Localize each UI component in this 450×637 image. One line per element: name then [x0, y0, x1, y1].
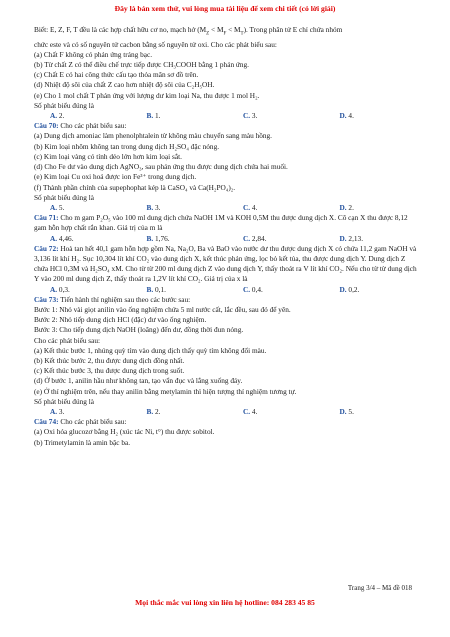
statement: (c) Kết thúc bước 3, thu được dung dịch trong suốt. [34, 366, 185, 376]
question-72: Câu 72: Hoà tan hết 40,1 gam hỗn hợp gồm Na, Na₂O, Ba và BaO vào nước dư thu được dung dịch X có chứa 11,2 gam NaOH và 3,136 lít khí H₂. Sục 10,304 lít khí CO₂ vào dung dịch X, kết thúc phản ứng, lọc bỏ kết tủa, thu được dung dịch Y. Dung dịch Z chứa HCl 0,3M và H₂SO₄ xM. Cho từ từ 200 ml dung dịch Z vào dung dịch Y, thấy thoát ra V lít khí CO₂. Nếu cho từ từ dung dịch Y vào 200 ml dung dịch Z, thấy thoát ra 1,2V lít khí CO₂. Giá trị của x là [34, 243, 417, 284]
option-letter: B. [146, 202, 154, 212]
statement: (e) Ở thí nghiệm trên, nếu thay anilin bằng metylamin thì hiện tượng thí nghiệm tương tự. [34, 386, 297, 396]
option-d[interactable]: D. 2. [339, 202, 354, 212]
option-d[interactable]: D. 0,2. [339, 284, 360, 294]
statement: (e) Kim loại Cu oxi hoá được ion Fe³⁺ trong dung dịch. [34, 172, 197, 182]
step: Bước 2: Nhỏ tiếp dung dịch HCl (đặc) dư vào ống nghiệm. [34, 315, 207, 325]
statement: (f) Thành phần chính của supephophat kép là CaSO₄ và Ca(H₂PO₄)₂. [34, 182, 236, 192]
option-c[interactable]: C. 2,84. [243, 233, 267, 243]
preview-banner: Đây là bản xem thử, vui lòng mua tài liệu để xem chi tiết (có lời giải) [114, 4, 336, 13]
option-letter: D. [339, 233, 347, 243]
question-label: Câu 73: [34, 294, 59, 304]
option-a[interactable]: A. 0,3. [50, 284, 70, 294]
option-letter: B. [146, 111, 154, 121]
option-b[interactable]: B. 1,76. [146, 233, 170, 243]
answer-options [34, 285, 420, 295]
answer-options [34, 111, 420, 121]
option-letter: D. [339, 406, 347, 416]
answer-options [34, 407, 420, 417]
question-70: Câu 70: Cho các phát biểu sau: [34, 121, 127, 131]
option-letter: A. [50, 202, 58, 212]
option-letter: B. [146, 233, 154, 243]
page-content [34, 25, 420, 448]
option-letter: C. [243, 233, 251, 243]
statement: (b) Từ chất Z có thể điều chế trực tiếp được CH₃COOH bằng 1 phản ứng. [34, 60, 249, 70]
question-74: Câu 74: Cho các phát biểu sau: [34, 417, 127, 427]
option-letter: C. [243, 202, 251, 212]
statement: (a) Chất F không có phản ứng tráng bạc. [34, 49, 153, 59]
option-a[interactable]: A. 2. [50, 111, 65, 121]
option-d[interactable]: D. 2,13. [339, 233, 364, 243]
intro-line: Biết: E, Z, F, T đều là các hợp chất hữu cơ no, mạch hở $(M_Z < M_F < M_T)$. Trong phân tử E chỉ chứa nhóm [34, 25, 343, 37]
option-letter: D. [339, 284, 347, 294]
statement: (a) Oxi hóa glucozơ bằng H₂ (xúc tác Ni, t°) thu được sobitol. [34, 427, 215, 437]
statement: (b) Kết thúc bước 2, thu được dung dịch đồng nhất. [34, 355, 185, 365]
option-c[interactable]: C. 0,4. [243, 284, 263, 294]
count-prompt: Số phát biểu đúng là [34, 100, 94, 110]
option-b[interactable]: B. 3. [146, 202, 161, 212]
option-a[interactable]: A. 5. [50, 202, 65, 212]
option-c[interactable]: C. 4. [243, 406, 258, 416]
statement: (c) Chất E có hai công thức cấu tạo thỏa mãn sơ đồ trên. [34, 70, 199, 80]
option-letter: D. [339, 111, 347, 121]
option-letter: D. [339, 202, 347, 212]
answer-options [34, 203, 420, 213]
step: Bước 1: Nhỏ vài giọt anilin vào ống nghiệm chứa 5 ml nước cất, lắc đều, sau đó để yên. [34, 304, 291, 314]
option-c[interactable]: C. 4. [243, 202, 258, 212]
statement: (d) Nhiệt độ sôi của chất Z cao hơn nhiệt độ sôi của C₂H₅OH. [34, 80, 215, 90]
question-73: Câu 73: Tiến hành thí nghiệm sau theo các bước sau: [34, 294, 191, 304]
statement: (b) Kim loại nhôm không tan trong dung dịch H₂SO₄ đặc nóng. [34, 141, 220, 151]
hotline-banner: Mọi thắc mắc vui lòng xin liên hệ hotline: 084 283 45 85 [135, 598, 315, 607]
statement: (d) Ở bước 1, anilin hầu như không tan, tạo vẩn đục và lắng xuống đáy. [34, 376, 243, 386]
statement: (a) Kết thúc bước 1, nhúng quỳ tím vào dung dịch thấy quỳ tím không đổi màu. [34, 345, 267, 355]
statement: (b) Trimetylamin là amin bậc ba. [34, 437, 131, 447]
option-letter: C. [243, 406, 251, 416]
option-a[interactable]: A. 4,46. [50, 233, 74, 243]
question-label: Câu 72: [34, 243, 59, 253]
question-71: Câu 71: Cho m gam P₂O₅ vào 100 ml dung dịch chứa NaOH 1M và KOH 0,5M thu được dung dịch X. Cô cạn X thu được 8,12 gam hỗn hợp chất rắn khan. Giá trị của m là [34, 213, 408, 233]
option-letter: C. [243, 111, 251, 121]
option-d[interactable]: D. 5. [339, 406, 354, 416]
option-letter: A. [50, 284, 58, 294]
option-letter: B. [146, 284, 154, 294]
option-b[interactable]: B. 1. [146, 111, 161, 121]
option-letter: A. [50, 233, 58, 243]
question-label: Câu 70: [34, 121, 59, 131]
statement: (c) Kim loại vàng có tính dẻo lớn hơn kim loại sắt. [34, 151, 182, 161]
option-a[interactable]: A. 3. [50, 406, 65, 416]
question-label: Câu 74: [34, 417, 59, 427]
statement: (d) Cho Fe dư vào dung dịch AgNO₃, sau phản ứng thu được dung dịch chứa hai muối. [34, 162, 288, 172]
option-letter: B. [146, 406, 154, 416]
answer-options [34, 234, 420, 244]
option-letter: A. [50, 111, 58, 121]
statement: (a) Dung dịch amoniac làm phenolphtalein từ không màu chuyển sang màu hồng. [34, 131, 273, 141]
option-b[interactable]: B. 2. [146, 406, 161, 416]
step: Bước 3: Cho tiếp dung dịch NaOH (loãng) đến dư, đồng thời đun nóng. [34, 325, 244, 335]
count-prompt: Số phát biểu đúng là [34, 192, 94, 202]
option-letter: A. [50, 406, 58, 416]
option-c[interactable]: C. 3. [243, 111, 258, 121]
page-number: Trang 3/4 – Mã đề 018 [347, 584, 412, 592]
option-d[interactable]: D. 4. [339, 111, 354, 121]
statement: Cho các phát biểu sau: [34, 335, 101, 345]
option-b[interactable]: B. 0,1. [146, 284, 166, 294]
intro-line-2: chức este và có số nguyên tử cacbon bằng số nguyên tử oxi. Cho các phát biểu sau: [34, 39, 277, 49]
option-letter: C. [243, 284, 251, 294]
count-prompt: Số phát biểu đúng là [34, 396, 94, 406]
statement: (e) Cho 1 mol chất T phản ứng với lượng dư kim loại Na, thu được 1 mol H₂. [34, 90, 260, 100]
question-label: Câu 71: [34, 213, 59, 223]
